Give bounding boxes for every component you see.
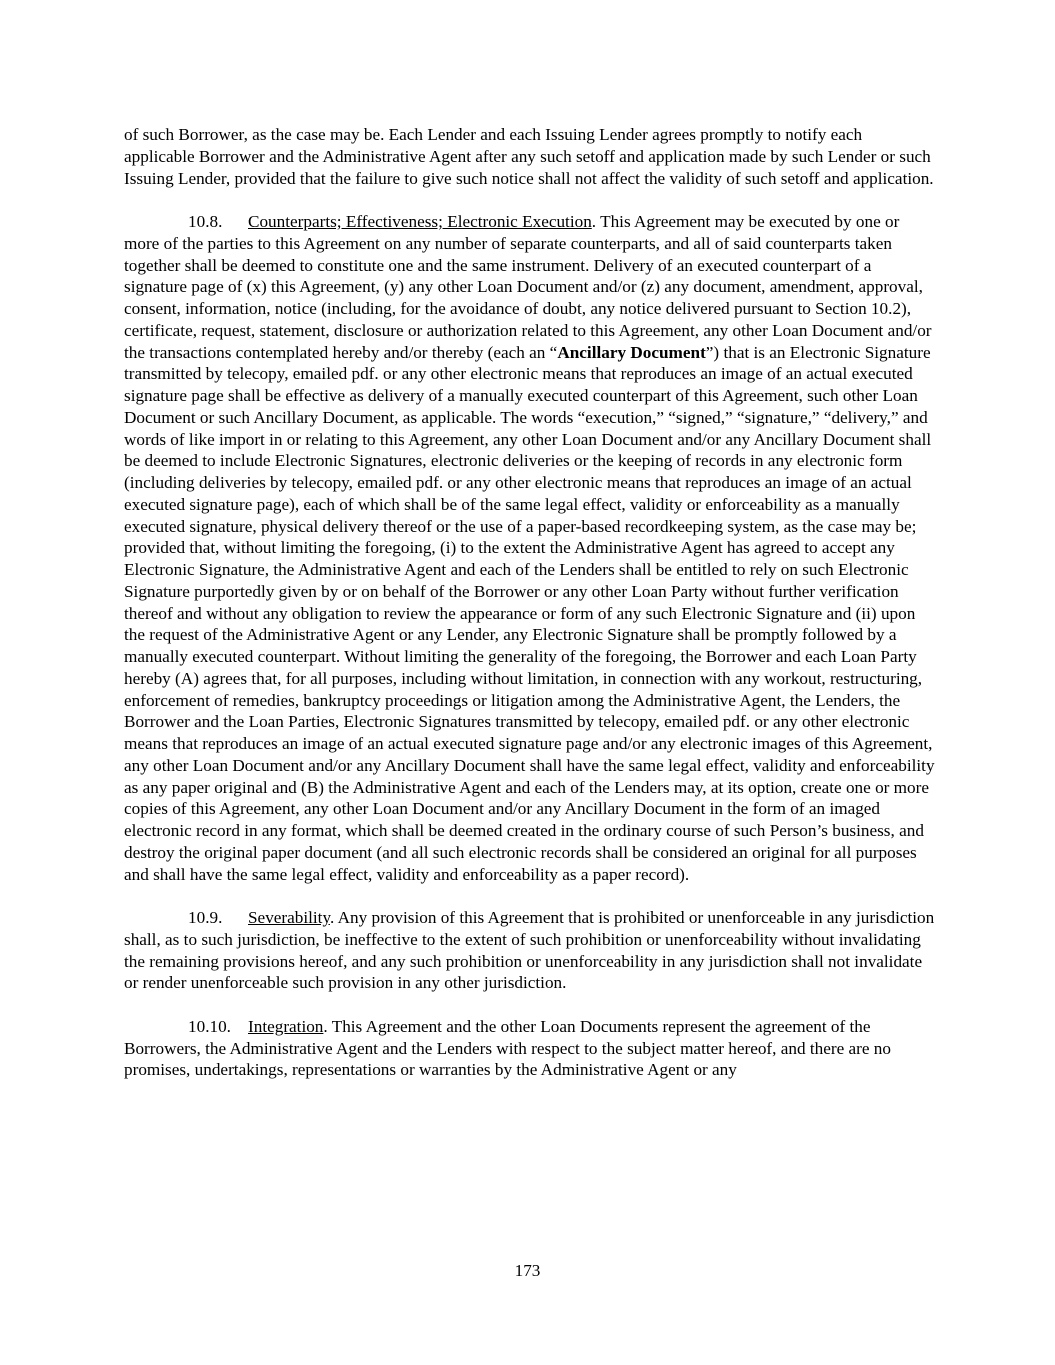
section-number: 10.9. (188, 908, 223, 927)
section-title: Counterparts; Effectiveness; Electronic Execution (248, 212, 592, 231)
section-body-part1: . This Agreement may be executed by one or more of the parties to this Agreement on any number of separate counterparts, and all of said counterparts taken together shall be deemed to constitute one and the same instrument. Delivery of an executed counterpart of a signature page of (x) this Agreement, (y) any other Loan Document and/or (z) any document, amendment, approval, consent, information, notice (including, for the avoidance of doubt, any notice delivered pursuant to Section 10.2), certificate, request, statement, disclosure or authorization related to this Agreement, any other Loan Document and/or the transactions contemplated hereby and/or thereby (each an “ (124, 212, 932, 362)
section-title: Integration (248, 1016, 324, 1036)
continuation-paragraph: of such Borrower, as the case may be. Each Lender and each Issuing Lender agrees promptly to notify each applicable Borrower and the Administrative Agent after any such setoff and application made by such Lender or such Issuing Lender, provided that the failure to give such notice shall not affect the validity of such setoff and application. (124, 125, 934, 188)
defined-term: Ancillary Document (557, 342, 706, 362)
document-page (124, 124, 936, 1081)
section-number: 10.10. (188, 1016, 231, 1036)
section-number: 10.8. (188, 212, 223, 231)
section-10-9 (124, 907, 936, 994)
section-body: . This Agreement and the other Loan Documents represent the agreement of the Borrowers, the Administrative Agent and the Lenders with respect to the subject matter hereof, and there are no promises, undertakings, representations or warranties by the Administrative Agent or any (124, 1016, 891, 1080)
section-title: Severability (248, 908, 330, 927)
section-10-10 (124, 1016, 936, 1081)
section-10-8 (124, 211, 936, 885)
section-body-part2: ”) that is an Electronic Signature transmitted by telecopy, emailed pdf. or any other electronic means that reproduces an image of an actual executed signature page shall be effective as delivery of a manually executed counterpart of this Agreement, such other Loan Document or such Ancillary Document, as applicable. The words “execution,” “signed,” “signature,” “delivery,” and words of like import in or relating to this Agreement, any other Loan Document and/or any Ancillary Document shall be deemed to include Electronic Signatures, electronic deliveries or the keeping of records in any electronic form (including deliveries by telecopy, emailed pdf. or any other electronic means that reproduces an image of an actual executed signature page), each of which shall be of the same legal effect, validity or enforceability as a manually executed signature, physical delivery thereof or the use of a paper-based recordkeeping system, as the case may be; provided that, without limiting the foregoing, (i) to the extent the Administrative Agent has agreed to accept any Electronic Signature, the Administrative Agent and each of the Lenders shall be entitled to rely on such Electronic Signature purportedly given by or on behalf of the Borrower or any other Loan Party without further verification thereof and without any obligation to review the appearance or form of any such Electronic Signature and (ii) upon the request of the Administrative Agent or any Lender, any Electronic Signature shall be promptly followed by a manually executed counterpart. Without limiting the generality of the foregoing, the Borrower and each Loan Party hereby (A) agrees that, for all purposes, including without limitation, in connection with any workout, restructuring, enforcement of remedies, bankruptcy proceedings or litigation among the Administrative Agent, the Lenders, the Borrower and the Loan Parties, Electronic Signatures transmitted by telecopy, emailed pdf. or any other electronic means that reproduces an image of an actual executed signature page and/or any electronic images of this Agreement, any other Loan Document and/or any Ancillary Document shall have the same legal effect, validity and enforceability as any paper original and (B) the Administrative Agent and each of the Lenders may, at its option, create one or more copies of this Agreement, any other Loan Document and/or any Ancillary Document in the form of an imaged electronic record in any format, which shall be deemed created in the ordinary course of such Person’s business, and destroy the original paper document (and all such electronic records shall be considered an original for all purposes and shall have the same legal effect, validity and enforceability as a paper record). (124, 342, 935, 884)
page-number: 173 (514, 1261, 541, 1280)
section-body: . Any provision of this Agreement that is prohibited or unenforceable in any jurisdiction shall, as to such jurisdiction, be ineffective to the extent of such prohibition or unenforceability without invalidating the remaining provisions hereof, and any such prohibition or unenforceability in any jurisdiction shall not invalidate or render unenforceable such provision in any other jurisdiction. (124, 908, 935, 993)
